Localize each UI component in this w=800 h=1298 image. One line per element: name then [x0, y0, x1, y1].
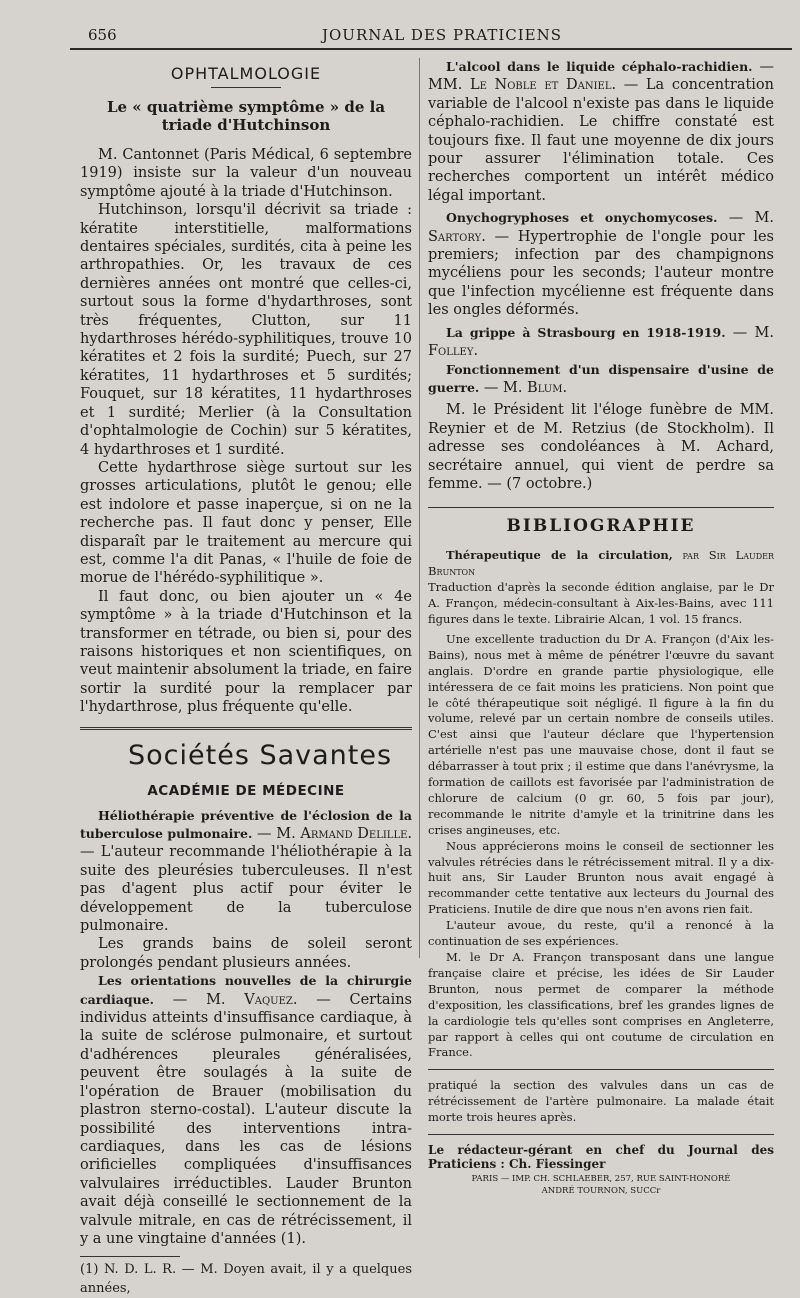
helio-author: M. Armand Delille.: [276, 826, 412, 842]
review-paragraph: L'auteur avoue, du reste, qu'il a renoncé à la continuation de ses expériences.: [428, 918, 774, 949]
book-entry: [428, 548, 774, 580]
orientation-author: M. Vaquez.: [206, 991, 298, 1008]
president-paragraph: M. le Président lit l'éloge funèbre de MM. Reynier et de M. Retzius (de Stockholm). Il adresse ses condoléances à M. Achard, secrétaire annuel, qui vient de perdre sa femme. — (7 octobre.): [428, 402, 774, 492]
header-rule: [70, 48, 792, 50]
orientation-text: Certains individus atteints d'insuffisance cardiaque, à la suite de sclérose pulmonaire, et surtout d'adhérences pleurales généralisées, peuvent être soulagés à la suite de l'opération de Brauer (mobilisation du plastron sterno-costal). L'auteur discute la possibilité des interventions intra-cardiaques, dans les cas de lésions orificielles compliquées d'insuffisances valvulaires irréductibles. Lauder Brunton avait déjà conseillé le sectionnement de la valvule mitrale, en cas de rétrécissement, il y a une vingtaine d'années (1).: [80, 991, 412, 1247]
paragraph: Hutchinson, lorsqu'il décrivit sa triade : kératite interstitielle, malformations dentaires spéciales, surdités, cita à peine les arthropathies. Or, les travaux de ces dernières années ont montré que celles-ci, surtout sous la forme d'hydarthroses, sont très fréquentes, Clutton, sur 11 hydarthroses hérédo-syphilitiques, trouve 10 kératites et 2 fois la surdité; Puech, sur 27 kératites, 11 hydarthroses et 5 surdités; Fouquet, sur 18 kératites, 11 hydarthroses et 1 surdité; Merlier (à la Consultation d'ophtalmologie de Cochin) sur 5 kératites, 4 hydarthroses et 1 surdité.: [80, 202, 412, 458]
section-rule: [211, 87, 281, 88]
onycho-title: Onychogryphoses et onychomycoses.: [446, 210, 718, 226]
paragraph: M. Cantonnet (Paris Médical, 6 septembre 1919) insiste sur la valeur d'un nouveau symptôme ajouté à la triade d'Hutchinson.: [80, 147, 412, 200]
paragraph: Cette hydarthrose siège surtout sur les grosses articulations, plutôt le genou; elle est indolore et passe inaperçue, si on ne la recherche pas. Il faut donc y penser, Elle disparaît par le traitement au mercure qui est, comme l'a dit Panas, « l'huile de foie de morue de l'hérédo-syphilitique ».: [80, 459, 412, 587]
paragraph: Les grands bains de soleil seront prolongés pendant plusieurs années.: [80, 936, 412, 971]
helio-title: Héliothérapie préventive de l'éclosion de la tuberculose pulmonaire.: [80, 807, 412, 841]
book-details: Traduction d'après la seconde édition anglaise, par le Dr A. Françon, médecin-consultant à Aix-les-Bains, avec 111 figures dans le texte. Librairie Alcan, 1 vol. 15 francs.: [428, 580, 774, 626]
imprint-line: PARIS — IMP. CH. SCHLAEBER, 257, RUE SAINT-HONORÉ: [471, 1174, 731, 1185]
footnote: (1) N. D. L. R. — M. Doyen avait, il y a quelques années,: [80, 1262, 412, 1296]
alcool-entry: L'alcool dans le liquide céphalo-rachidien. — MM. Le Noble et Daniel. — La concentration variable de l'alcool n'existe pas dans le liquide céphalo-rachidien. Le chiffre constaté est toujours fixe. Il faut une moyenne de dix jours pour assurer l'élimination totale. Ces recherches comportent un intérêt médico légal important.: [428, 59, 774, 204]
onycho-entry: Onychogryphoses et onychomycoses. — M. Sartory. — Hypertrophie de l'ongle pour les premiers; infection par des champignons mycéliens pour les seconds; l'auteur montre que l'infection mycélienne est fréquente dans les ongles déformés.: [428, 210, 774, 319]
helio-entry: Héliothérapie préventive de l'éclosion de la tuberculose pulmonaire. — M. Armand Delille. — L'auteur recommande l'héliothérapie à la suite des pleurésies tuberculeuses. Il n'est pas d'agent plus actif pour éviter le développement de la tuberculose pulmonaire.: [80, 807, 412, 935]
fonctionnement-author: M. Blum.: [502, 379, 568, 396]
biblio-rule: [428, 507, 774, 508]
book-title: Thérapeutique de la circulation,: [446, 548, 673, 563]
paragraph: Il faut donc, ou bien ajouter un « 4e symptôme » à la triade d'Hutchinson et la transformer en tétrade, ou bien si, pour des raisons historiques et non scientifiques, on veut maintenir absolument la triade, en faire sortir la surdité pour la remplacer par l'hydarthrose, plus fréquente qu'elle.: [80, 588, 412, 716]
editor-line: Le rédacteur-gérant en chef du Journal des Praticiens : Ch. Fiessinger: [428, 1143, 774, 1172]
orientation-title: Les orientations nouvelles de la chirurgie cardiaque.: [80, 973, 412, 1007]
fonctionnement-entry: Fonctionnement d'un dispensaire d'usine de guerre. — M. Blum.: [428, 361, 774, 396]
section-separator: [80, 727, 412, 730]
left-column: [80, 58, 412, 1298]
orientation-entry: Les orientations nouvelles de la chirurgie cardiaque. — M. Vaquez. — Certains individus atteints d'insuffisance cardiaque, à la suite de sclérose pulmonaire, et surtout d'adhérences pleurales généralisées, peuvent être soulagés à la suite de l'opération de Brauer (mobilisation du plastron sterno-costal). L'auteur discute la possibilité des interventions intra-cardiaques, dans les cas de lésions orificielles compliquées d'insuffisances valvulaires irréductibles. Lauder Brunton avait déjà conseillé le sectionnement de la valvule mitrale, en cas de rétrécissement, il y a une vingtaine d'années (1).: [80, 973, 412, 1247]
journal-title: JOURNAL DES PRATICIENS: [322, 26, 563, 44]
onycho-text: Hypertrophie de l'ongle pour les premiers; infection par des champignons mycéliens pour les seconds; l'auteur montre que l'infection mycélienne est fréquente dans les ongles déformés.: [428, 228, 774, 319]
book-author: par Sir Lauder Brunton: [428, 548, 774, 579]
societes-savantes-title: Sociétés Savantes: [128, 739, 393, 771]
onycho-author: M. Sartory.: [428, 210, 774, 245]
grippe-entry: La grippe à Strasbourg en 1918-1919. — M. Folley.: [428, 324, 774, 360]
grippe-title: La grippe à Strasbourg en 1918-1919.: [446, 324, 726, 340]
column-divider: [419, 58, 420, 958]
imprint-line: ANDRÉ TOURNON, SUCCr: [541, 1186, 661, 1197]
page-number: 656: [88, 26, 117, 44]
fonctionnement-title: Fonctionnement d'un dispensaire d'usine de guerre.: [428, 361, 774, 395]
review-paragraph: Nous apprécierons moins le conseil de sectionner les valvules rétrécies dans le rétrécissement mitral. Il y a dix-huit ans, Sir Lauder Brunton nous avait engagé à recommander cette tentative aux lecteurs du Journal des Praticiens. Inutile de dire que nous n'en avons rien fait.: [428, 838, 774, 917]
review-paragraph: Une excellente traduction du Dr A. Françon (d'Aix les-Bains), nous met à même de pénétrer l'œuvre du savant anglais. D'ordre en grande partie physiologique, elle intéressera de ce fait moins les praticiens. Non point que le côté thérapeutique soit négligé. Il figure à la fin du volume, relevé par un certain nombre de conseils utiles. C'est ainsi que l'auteur déclare que l'hypertension artérielle n'est pas une mauvaise chose, dont il faut se débarrasser à tout prix ; il estime que dans l'anévrysme, la formation de caillots est favorisée par l'administration de chlorure de calcium (0 gr. 60, 5 fois par jour), recommande le nitrite d'amyle et la trinitrine dans les crises angineuses, etc.: [428, 631, 774, 837]
article-title: Le « quatrième symptôme » de la triade d'Hutchinson: [106, 98, 386, 134]
grippe-author: M. Folley.: [428, 324, 774, 360]
running-head: [0, 0, 800, 48]
review-paragraph: M. le Dr A. Françon transposant dans une langue française claire et précise, les idées de Sir Lauder Brunton, nous permet de comparer la méthode d'exposition, les classifications, bref les grandes lignes de la cardiologie tels qu'elles sont comprises en Angleterre, par rapport à celles qui ont coutume de circulation en France.: [428, 950, 774, 1060]
bibliographie-title: BIBLIOGRAPHIE: [506, 516, 696, 537]
alcool-authors: MM. Le Noble et Daniel.: [428, 77, 617, 94]
footnote-rule: [80, 1256, 180, 1257]
alcool-title: L'alcool dans le liquide céphalo-rachidien.: [446, 59, 753, 74]
helio-text: L'auteur recommande l'héliothérapie à la suite des pleurésies tuberculeuses. Il n'est pas d'agent plus actif pour éviter le développement de la tuberculose pulmonaire.: [80, 844, 412, 935]
academie-title: ACADÉMIE DE MÉDECINE: [147, 782, 345, 799]
continued-footnote: pratiqué la section des valvules dans un cas de rétrécissement de l'artère pulmonaire. La malade était morte trois heures après.: [428, 1078, 774, 1125]
section-title-ophtalmologie: OPHTALMOLOGIE: [170, 64, 322, 83]
continuation-rule: [428, 1069, 774, 1070]
editor-rule: [428, 1134, 774, 1135]
alcool-text: La concentration variable de l'alcool n'existe pas dans le liquide céphalo-rachidien. Le chiffre constaté est toujours fixe. Il faut une moyenne de dix jours pour assurer l'élimination totale. Ces recherches comportent un intérêt médico légal important.: [428, 77, 774, 204]
right-column: [428, 58, 774, 1197]
